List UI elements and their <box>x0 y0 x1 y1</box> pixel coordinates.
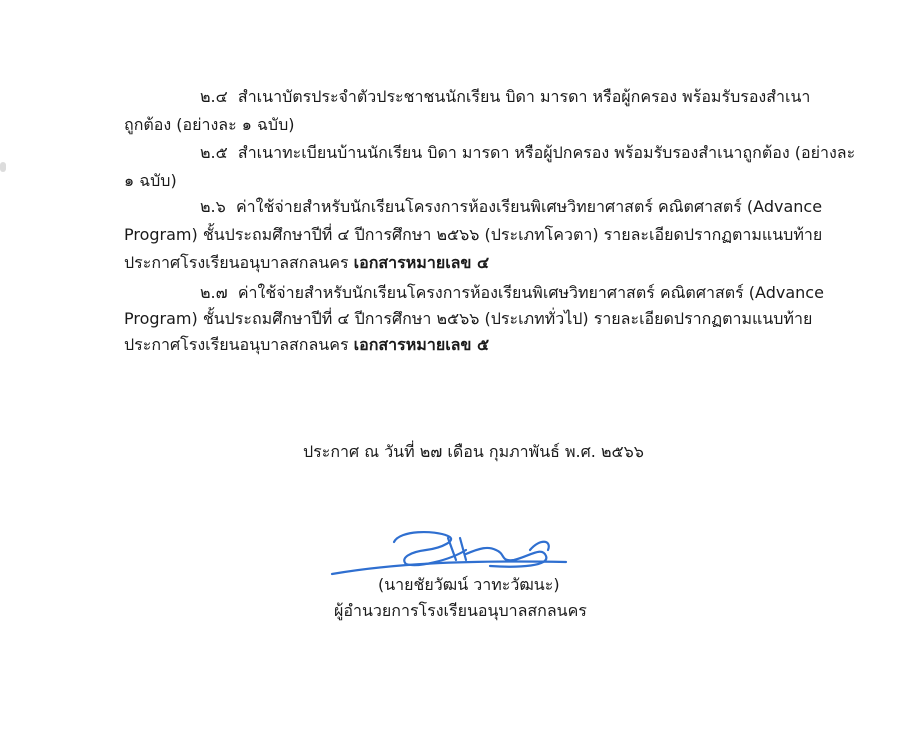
item-2-5-first-line <box>200 142 855 164</box>
item-2-7-first-line <box>200 282 824 304</box>
item-2-4-continuation: ถูกต้อง (อย่างละ ๑ ฉบับ) <box>124 115 295 134</box>
item-2-5-continuation: ๑ ฉบับ) <box>124 171 177 190</box>
item-number: ๒.๖ <box>200 197 226 216</box>
document-reference: เอกสารหมายเลข ๔ <box>353 253 490 272</box>
scan-artifact <box>0 162 6 172</box>
item-2-6-first-line <box>200 196 822 218</box>
item-number: ๒.๔ <box>200 87 228 106</box>
item-2-6-third-line <box>124 252 489 274</box>
item-text: ค่าใช้จ่ายสำหรับนักเรียนโครงการห้องเรียนพิเศษวิทยาศาสตร์ คณิตศาสตร์ (Advance <box>235 197 823 216</box>
signer-position: ผู้อำนวยการโรงเรียนอนุบาลสกลนคร <box>334 601 587 620</box>
document-reference: เอกสารหมายเลข ๕ <box>353 335 490 354</box>
item-text: สำเนาบัตรประจำตัวประชาชนนักเรียน บิดา มารดา หรือผู้กครอง พร้อมรับรองสำเนา <box>237 87 811 106</box>
item-text: ประกาศโรงเรียนอนุบาลสกลนคร <box>124 335 349 354</box>
item-2-7-third-line <box>124 334 489 356</box>
announcement-date: ประกาศ ณ วันที่ ๒๗ เดือน กุมภาพันธ์ พ.ศ. ๒๕๖๖ <box>303 442 644 461</box>
item-number: ๒.๗ <box>200 283 228 302</box>
item-text: ประกาศโรงเรียนอนุบาลสกลนคร <box>124 253 349 272</box>
item-text: ค่าใช้จ่ายสำหรับนักเรียนโครงการห้องเรียนพิเศษวิทยาศาสตร์ คณิตศาสตร์ (Advance <box>237 283 824 302</box>
item-2-7-second-line: Program) ชั้นประถมศึกษาปีที่ ๔ ปีการศึกษา ๒๕๖๖ (ประเภททั่วไป) รายละเอียดปรากฏตามแนบท้าย <box>124 309 813 328</box>
item-2-4-first-line <box>200 86 810 108</box>
signer-name: (นายชัยวัฒน์ วาทะวัฒนะ) <box>378 575 560 594</box>
item-number: ๒.๕ <box>200 143 228 162</box>
item-2-6-second-line: Program) ชั้นประถมศึกษาปีที่ ๔ ปีการศึกษา ๒๕๖๖ (ประเภทโควตา) รายละเอียดปรากฏตามแนบท้าย <box>124 225 823 244</box>
item-text: สำเนาทะเบียนบ้านนักเรียน บิดา มารดา หรือผู้ปกครอง พร้อมรับรองสำเนาถูกต้อง (อย่างละ <box>237 143 856 162</box>
